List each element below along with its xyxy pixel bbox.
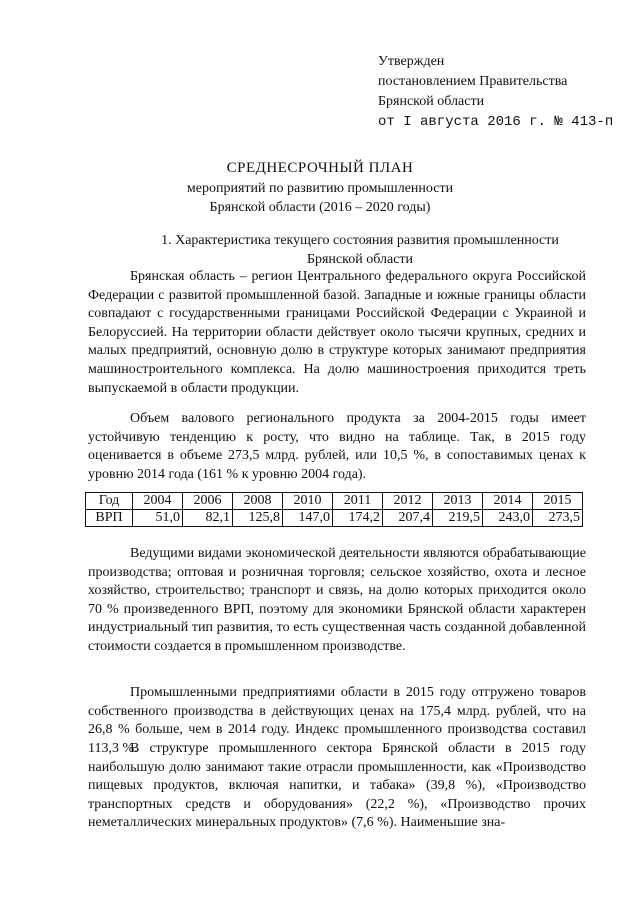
approval-stamp — [378, 52, 613, 132]
table-cell: 174,2 — [333, 510, 383, 527]
table-cell: 2008 — [233, 493, 283, 510]
paragraph-1-text: Брянская область – регион Центрального федерального округа Российской Федерации с развитой промышленной базой. Западные и южные границы области совпадают с государственными границами Российской Федерации с Украиной и Белоруссией. На территории области действует около тысячи крупных, средних и малых предприятий, основную долю в структуре которых занимают предприятия машиностроительного комплекса. На долю машиностроения приходится треть выпускаемой в области продукции. — [88, 269, 586, 396]
section-heading-line-2: Брянской области — [306, 252, 414, 267]
document-subtitle-1: мероприятий по развитию промышленности — [186, 181, 454, 196]
table-cell: 2004 — [133, 493, 183, 510]
table-cell: 2011 — [333, 493, 383, 510]
paragraph-3-text: Ведущими видами экономической деятельности являются обрабатывающие производства; оптовая и розничная торговля; сельское хозяйство, охота и лесное хозяйство, строительство; транспорт и связь, на долю которых приходится около 70 % произведенного ВРП, поэтому для экономики Брянской области характерен индустриальный тип развития, то есть существенная часть созданной добавленной стоимости создается в промышленном производстве. — [88, 546, 586, 654]
paragraph-1 — [88, 268, 586, 398]
approval-line-decree: постановлением Правительства — [378, 74, 568, 89]
table-header-year: Год — [86, 493, 133, 510]
paragraph-5-text: В структуре промышленного сектора Брянской области в 2015 году наибольшую долю занимают такие отрасли промышленности, как «Производство пищевых продуктов, включая напитки, и табака» (39,8 %), «Производство транспортных средств и оборудования» (22,2 %), «Производство прочих неметаллических минеральных продуктов» (7,6 %). Наименьшие зна- — [88, 741, 586, 831]
table-cell: 2013 — [433, 493, 483, 510]
approval-date: от I августа 2016 г. № 413-п — [378, 114, 614, 130]
table-cell: 207,4 — [383, 510, 433, 527]
document-subtitle-2: Брянской области (2016 – 2020 годы) — [209, 200, 431, 215]
paragraph-4-text: Промышленными предприятиями области в 2015 году отгружено товаров собственного производства в действующих ценах на 175,4 млрд. рублей, что на 26,8 % больше, чем в 2014 году. Индекс промышленного производства составил 113,3 %. — [88, 685, 586, 756]
document-title: СРЕДНЕСРОЧНЫЙ ПЛАН — [226, 160, 414, 176]
grp-table — [85, 492, 583, 527]
table-cell: 2006 — [183, 493, 233, 510]
approval-line-region: Брянской области — [378, 94, 485, 109]
table-row-grp — [86, 510, 583, 527]
approval-line-approved: Утвержден — [378, 54, 445, 69]
table-header-grp: ВРП — [86, 510, 133, 527]
table-cell: 125,8 — [233, 510, 283, 527]
table-cell: 51,0 — [133, 510, 183, 527]
section-heading — [100, 231, 620, 269]
paragraph-2 — [88, 410, 586, 484]
table-cell: 273,5 — [533, 510, 583, 527]
table-row-years — [86, 493, 583, 510]
table-cell: 2012 — [383, 493, 433, 510]
paragraph-3 — [88, 545, 586, 657]
table-cell: 2014 — [483, 493, 533, 510]
section-heading-line-1: 1. Характеристика текущего состояния развития промышленности — [161, 233, 559, 248]
paragraph-5 — [88, 740, 586, 833]
table-cell: 219,5 — [433, 510, 483, 527]
table-cell: 147,0 — [283, 510, 333, 527]
table-cell: 2015 — [533, 493, 583, 510]
table-cell: 243,0 — [483, 510, 533, 527]
table-cell: 82,1 — [183, 510, 233, 527]
paragraph-2-text: Объем валового регионального продукта за 2004-2015 годы имеет устойчивую тенденцию к росту, что видно на таблице. Так, в 2015 году оценивается в объеме 273,5 млрд. рублей, или 10,5 %, в сопоставимых ценах к уровню 2014 года (161 % к уровню 2004 года). — [88, 411, 586, 482]
table-cell: 2010 — [283, 493, 333, 510]
